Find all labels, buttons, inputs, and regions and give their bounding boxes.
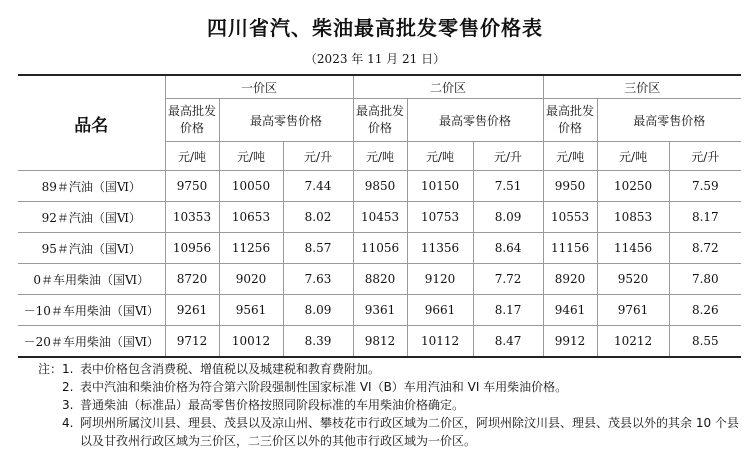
notes bbox=[38, 360, 744, 450]
price-cell: 10212 bbox=[597, 326, 669, 358]
table-row bbox=[18, 295, 741, 326]
price-cell: 9561 bbox=[219, 295, 283, 326]
price-cell: 8920 bbox=[543, 264, 597, 295]
price-cell: 10353 bbox=[165, 202, 219, 233]
price-cell: 7.80 bbox=[669, 264, 741, 295]
price-cell: 9950 bbox=[543, 171, 597, 202]
price-cell: 8720 bbox=[165, 264, 219, 295]
price-cell: 10956 bbox=[165, 233, 219, 264]
note-text: 表中汽油和柴油价格为符合第六阶段强制性国家标准 VI（B）车用汽油和 VI 车用柴油价格。 bbox=[80, 380, 568, 394]
note-number: 3. bbox=[62, 398, 74, 412]
price-cell: 10050 bbox=[219, 171, 283, 202]
price-cell: 9020 bbox=[219, 264, 283, 295]
document-date: （2023 年 11 月 21 日） bbox=[304, 52, 446, 66]
price-cell: 8.02 bbox=[283, 202, 353, 233]
unit-ton: 元/吨 bbox=[165, 142, 219, 171]
price-cell: 10553 bbox=[543, 202, 597, 233]
unit-liter: 元/升 bbox=[283, 142, 353, 171]
price-cell: 9812 bbox=[353, 326, 407, 358]
note-number: 2. bbox=[62, 380, 74, 394]
price-cell: 9712 bbox=[165, 326, 219, 358]
price-cell: 8.47 bbox=[473, 326, 543, 358]
retail-header: 最高零售价格 bbox=[219, 99, 353, 142]
price-cell: 9850 bbox=[353, 171, 407, 202]
note-text: 普通柴油（标准品）最高零售价格按照同阶段标准的车用柴油价格确定。 bbox=[80, 398, 465, 412]
note-number: 4. bbox=[62, 416, 74, 430]
price-cell: 9761 bbox=[597, 295, 669, 326]
price-cell: 10753 bbox=[407, 202, 473, 233]
price-cell: 11056 bbox=[353, 233, 407, 264]
table-row bbox=[18, 233, 741, 264]
retail-header: 最高零售价格 bbox=[597, 99, 741, 142]
product-name: －20＃车用柴油（国Ⅵ） bbox=[18, 326, 165, 358]
product-name: 92＃汽油（国Ⅵ） bbox=[18, 202, 165, 233]
price-cell: 9661 bbox=[407, 295, 473, 326]
price-cell: 10250 bbox=[597, 171, 669, 202]
unit-ton: 元/吨 bbox=[407, 142, 473, 171]
note-item bbox=[38, 396, 744, 414]
price-cell: 7.59 bbox=[669, 171, 741, 202]
price-cell: 9120 bbox=[407, 264, 473, 295]
name-column-header: 品名 bbox=[18, 75, 165, 171]
price-cell: 8.17 bbox=[669, 202, 741, 233]
price-cell: 8.64 bbox=[473, 233, 543, 264]
note-item bbox=[38, 360, 744, 378]
price-cell: 8.26 bbox=[669, 295, 741, 326]
wholesale-header: 最高批发价格 bbox=[543, 99, 597, 142]
price-cell: 8.39 bbox=[283, 326, 353, 358]
unit-ton: 元/吨 bbox=[543, 142, 597, 171]
price-cell: 10853 bbox=[597, 202, 669, 233]
unit-ton: 元/吨 bbox=[353, 142, 407, 171]
wholesale-header: 最高批发价格 bbox=[353, 99, 407, 142]
table-row bbox=[18, 326, 741, 358]
note-text: 阿坝州所属汶川县、理县、茂县以及凉山州、攀枝花市行政区域为二价区，阿坝州除汶川县、理县、茂县以外的其余 10 个县以及甘孜州行政区域为三价区，二三价区以外的其他市行政区域为一价区。 bbox=[80, 416, 739, 448]
price-table bbox=[18, 74, 741, 358]
unit-liter: 元/升 bbox=[473, 142, 543, 171]
wholesale-header: 最高批发价格 bbox=[165, 99, 219, 142]
price-cell: 11156 bbox=[543, 233, 597, 264]
price-cell: 10453 bbox=[353, 202, 407, 233]
zone-header-2: 二价区 bbox=[353, 75, 543, 99]
price-cell: 11356 bbox=[407, 233, 473, 264]
table-row bbox=[18, 171, 741, 202]
document-title: 四川省汽、柴油最高批发零售价格表 bbox=[207, 16, 543, 40]
price-cell: 11456 bbox=[597, 233, 669, 264]
price-cell: 9520 bbox=[597, 264, 669, 295]
price-cell: 10150 bbox=[407, 171, 473, 202]
product-name: 95＃汽油（国Ⅵ） bbox=[18, 233, 165, 264]
price-cell: 7.44 bbox=[283, 171, 353, 202]
notes-label: 注： bbox=[38, 362, 63, 376]
table-row bbox=[18, 202, 741, 233]
zone-header-1: 一价区 bbox=[165, 75, 353, 99]
zone-header-3: 三价区 bbox=[543, 75, 741, 99]
product-name: 0＃车用柴油（国Ⅵ） bbox=[18, 264, 165, 295]
price-cell: 9750 bbox=[165, 171, 219, 202]
price-cell: 7.63 bbox=[283, 264, 353, 295]
price-cell: 10012 bbox=[219, 326, 283, 358]
price-cell: 9261 bbox=[165, 295, 219, 326]
price-cell: 7.51 bbox=[473, 171, 543, 202]
product-name: 89＃汽油（国Ⅵ） bbox=[18, 171, 165, 202]
price-cell: 8.72 bbox=[669, 233, 741, 264]
unit-ton: 元/吨 bbox=[219, 142, 283, 171]
retail-header: 最高零售价格 bbox=[407, 99, 543, 142]
price-cell: 8.55 bbox=[669, 326, 741, 358]
table-row bbox=[18, 264, 741, 295]
price-cell: 9461 bbox=[543, 295, 597, 326]
unit-ton: 元/吨 bbox=[597, 142, 669, 171]
price-cell: 9361 bbox=[353, 295, 407, 326]
price-cell: 8.09 bbox=[283, 295, 353, 326]
price-cell: 11256 bbox=[219, 233, 283, 264]
price-cell: 8.09 bbox=[473, 202, 543, 233]
price-cell: 8820 bbox=[353, 264, 407, 295]
product-name: －10＃车用柴油（国Ⅵ） bbox=[18, 295, 165, 326]
note-item bbox=[38, 414, 744, 450]
note-item bbox=[38, 378, 744, 396]
unit-liter: 元/升 bbox=[669, 142, 741, 171]
price-cell: 10112 bbox=[407, 326, 473, 358]
price-cell: 7.72 bbox=[473, 264, 543, 295]
note-number: 1. bbox=[62, 362, 74, 376]
price-cell: 10653 bbox=[219, 202, 283, 233]
note-text: 表中价格包含消费税、增值税以及城建税和教育费附加。 bbox=[80, 362, 381, 376]
price-cell: 9912 bbox=[543, 326, 597, 358]
price-cell: 8.17 bbox=[473, 295, 543, 326]
price-cell: 8.57 bbox=[283, 233, 353, 264]
